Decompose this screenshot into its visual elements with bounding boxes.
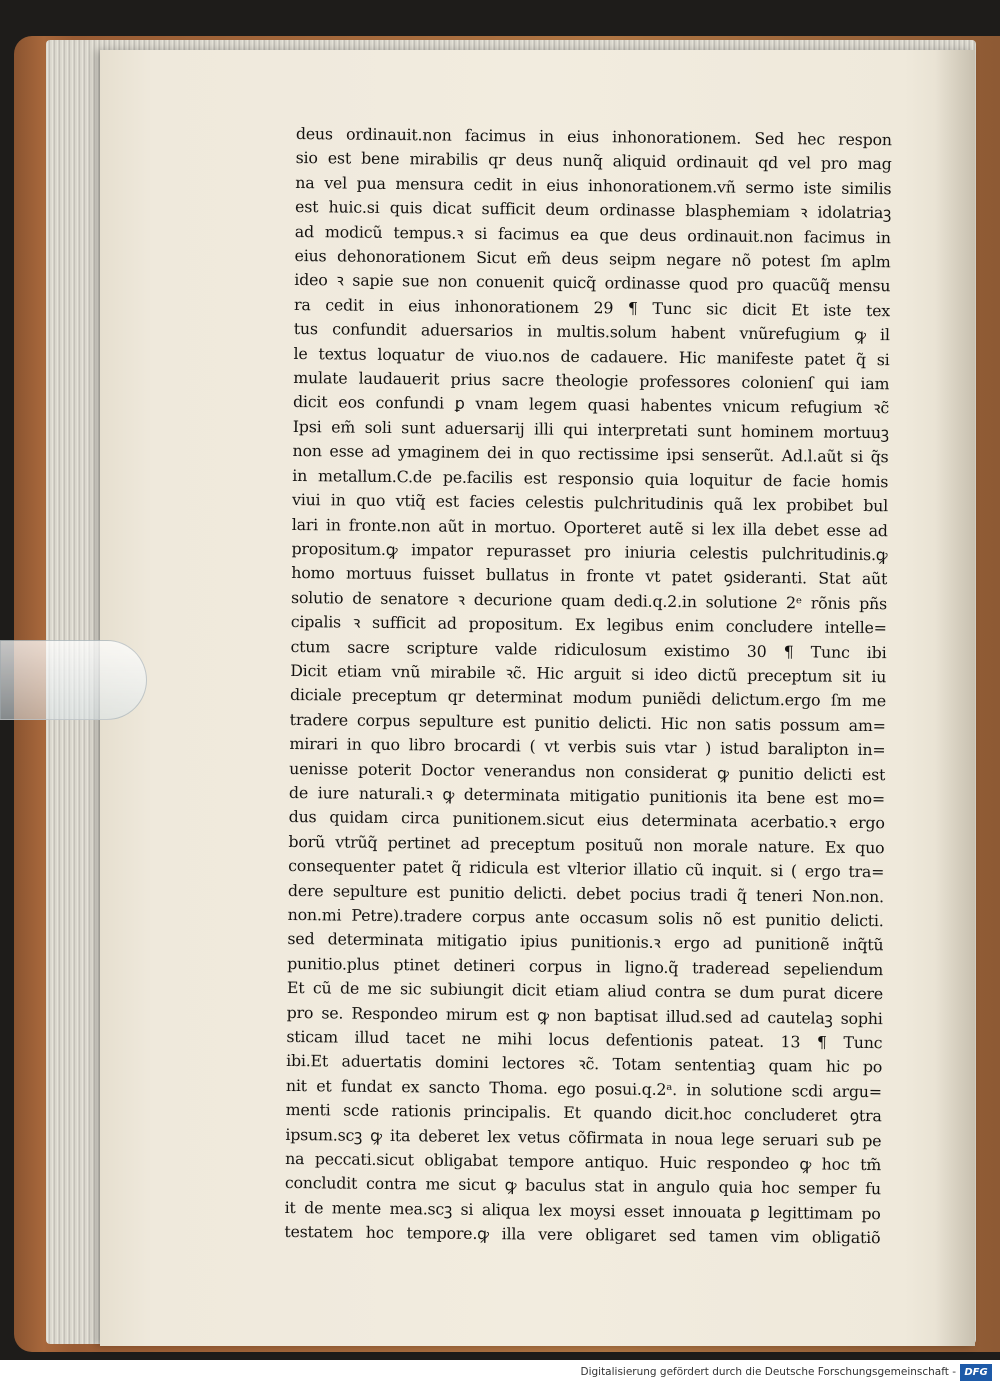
text-line: Dicit etiam vnũ mirabile ꝛc̃. Hic arguit si ideo dictũ preceptum sit iu — [290, 660, 887, 687]
text-line: non.mi Petre).tradere corpus ante occasum solis nõ est punitio delicti. — [287, 904, 884, 931]
text-line: consequenter patet q̃ ridicula est vlterior illatio cũ inquit. si ( ergo tra= — [288, 856, 885, 882]
text-line: concludit contra me sicut ꝙ baculus stat in angulo quia hoc semper fu — [284, 1173, 881, 1199]
text-line: sticam illud tacet ne mihi locus defentionis pateat. 13 ¶ Tunc — [286, 1026, 883, 1053]
text-line: na vel pua mensura cedit in eius inhonorationem.vñ sermo iste similis — [295, 172, 892, 199]
text-line: diciale preceptum qr determinat modum puniẽdi delictum.ergo ſm me — [289, 685, 887, 711]
text-line: ra cedit in eius inhonorationem 29 ¶ Tunc sic dicit Et iste tex — [293, 294, 891, 321]
text-line: lari in fronte.non aũt in mortuo. Oporteret autẽ si lex illa debet esse ad — [291, 514, 888, 540]
dfg-logo: DFG — [960, 1364, 992, 1381]
text-line: dere sepulture est punitio delicti. debet pocius tradi q̃ teneri Non.non. — [287, 880, 885, 906]
text-line: ctum sacre scripture valde ridiculosum existimo 30 ¶ Tunc ibi — [290, 636, 887, 662]
text-line: tradere corpus sepulture est punitio delicti. Hic non satis possum am= — [289, 709, 886, 735]
text-line: est huic.si quis dicat sufficit deum ordinasse blasphemiam ꝛ idolatriaꝫ — [295, 197, 892, 223]
text-line: borũ vtrũq̃ pertinet ad preceptum posituũ non morale nature. Ex quo — [288, 831, 885, 857]
text-line: ideo ꝛ sapie sue non conuenit quicq̃ ordinasse quod pro quacũq̃ mensu — [294, 270, 891, 296]
text-line: Ipsi em̃ soli sunt aduersarij illi qui interpretati sunt hominem mortuuꝫ — [292, 416, 889, 443]
text-line: mulate laudauerit prius sacre theologie professores colonienſ qui iam — [293, 368, 890, 394]
text-line: tus confundit aduersarios in multis.solum habent vnũrefugium ꝙ il — [293, 319, 890, 345]
text-line: de iure naturali.ꝛ ꝙ determinata mitigatio punitionis ita bene est mo= — [288, 782, 886, 809]
funding-credit: Digitalisierung gefördert durch die Deutsche Forschungsgemeinschaft - — [580, 1366, 956, 1378]
spine-shadow — [935, 50, 975, 1346]
text-line: ad modicũ tempus.ꝛ si facimus ea que deus ordinauit.non facimus in — [294, 221, 891, 247]
text-line: mirari in quo libro brocardi ( vt verbis suis vtar ) istud baralipton in= — [289, 734, 886, 760]
text-line: sio est bene mirabilis qr deus nunq̃ aliquid ordinauit qd vel pro mag — [295, 148, 892, 174]
text-line: menti scde rationis principalis. Et quando dicit.hoc concluderet ꝯtra — [285, 1100, 882, 1126]
text-line: solutio de senatore ꝛ decurione quam dedi.q.2.in solutione 2ᵉ rõnis pñs — [290, 587, 888, 613]
text-line: in metallum.C.de pe.facilis est responsio quia loquitur de facie homis — [292, 465, 889, 491]
text-line: nit et fundat ex sancto Thoma. ego posui.q.2ᵃ. in solutione scdi argu= — [285, 1075, 882, 1102]
text-line: propositum.ꝙ impator repurasset pro iniuria celestis pulchritudinis.ꝙ — [291, 538, 888, 565]
text-line: le textus loquatur de viuo.nos de cadauere. Hic manifeste patet q̃ si — [293, 343, 890, 369]
text-line: sed determinata mitigatio ipius punitionis.ꝛ ergo ad punitionẽ inq̃tũ — [287, 929, 884, 955]
text-line: eius dehonorationem Sicut em̃ deus seipm negare nõ potest ſm aplm — [294, 246, 891, 272]
text-line: na peccati.sicut obligabat tempore antiquo. Huic respondeo ꝙ hoc tm̃ — [285, 1149, 882, 1175]
text-line: cipalis ꝛ sufficit ad propositum. Ex legibus enim concludere intelle= — [290, 612, 887, 638]
text-line: homo mortuus fuisset bullatus in fronte vt patet ꝯsideranti. Stat aũt — [291, 563, 888, 589]
text-line: uenisse poterit Doctor venerandus non considerat ꝙ punitio delicti est — [289, 758, 886, 784]
plastic-clip — [0, 640, 147, 720]
text-line: viui in quo vtiq̃ est facies celestis pulchritudinis quã lex probibet bul — [291, 490, 889, 516]
text-line: ipsum.scꝫ ꝙ ita deberet lex vetus cõfirmata in noua lege seruari sub pe — [285, 1124, 882, 1150]
text-line: ibi.Et aduertatis domini lectores ꝛc̃. Totam sententiaꝫ quam hic po — [286, 1051, 883, 1077]
printed-text-block — [284, 122, 892, 1251]
text-line: punitio.plus ptinet detineri corpus in ligno.q̃ traderead sepeliendum — [287, 953, 884, 980]
text-line: Et cũ de me sic subiungit dicit etiam aliud contra se dum purat dicere — [286, 978, 884, 1004]
text-line: dicit eos confundi ꝑ vnam legem quasi habentes vnicum refugium ꝛc̃ — [292, 392, 890, 418]
text-line: dus quidam circa punitionem.sicut eius determinata acerbatio.ꝛ ergo — [288, 807, 885, 833]
text-line: deus ordinauit.non facimus in eius inhonorationem. Sed hec respon — [295, 123, 892, 150]
text-line: testatem hoc tempore.ꝙ illa vere obligaret sed tamen vim obligatiõ — [284, 1222, 881, 1248]
text-line: non esse ad ymaginem dei in quo rectissime ipsi senserũt. Ad.l.aũt si q̃s — [292, 441, 889, 467]
text-line: pro se. Respondeo mirum est ꝙ non baptisat illud.sed ad cautelaꝫ sophi — [286, 1002, 883, 1028]
text-line: it de mente mea.scꝫ si aliqua lex moysi esset innouata ꝑ legittimam po — [284, 1197, 881, 1224]
footer-bar — [0, 1360, 1000, 1386]
